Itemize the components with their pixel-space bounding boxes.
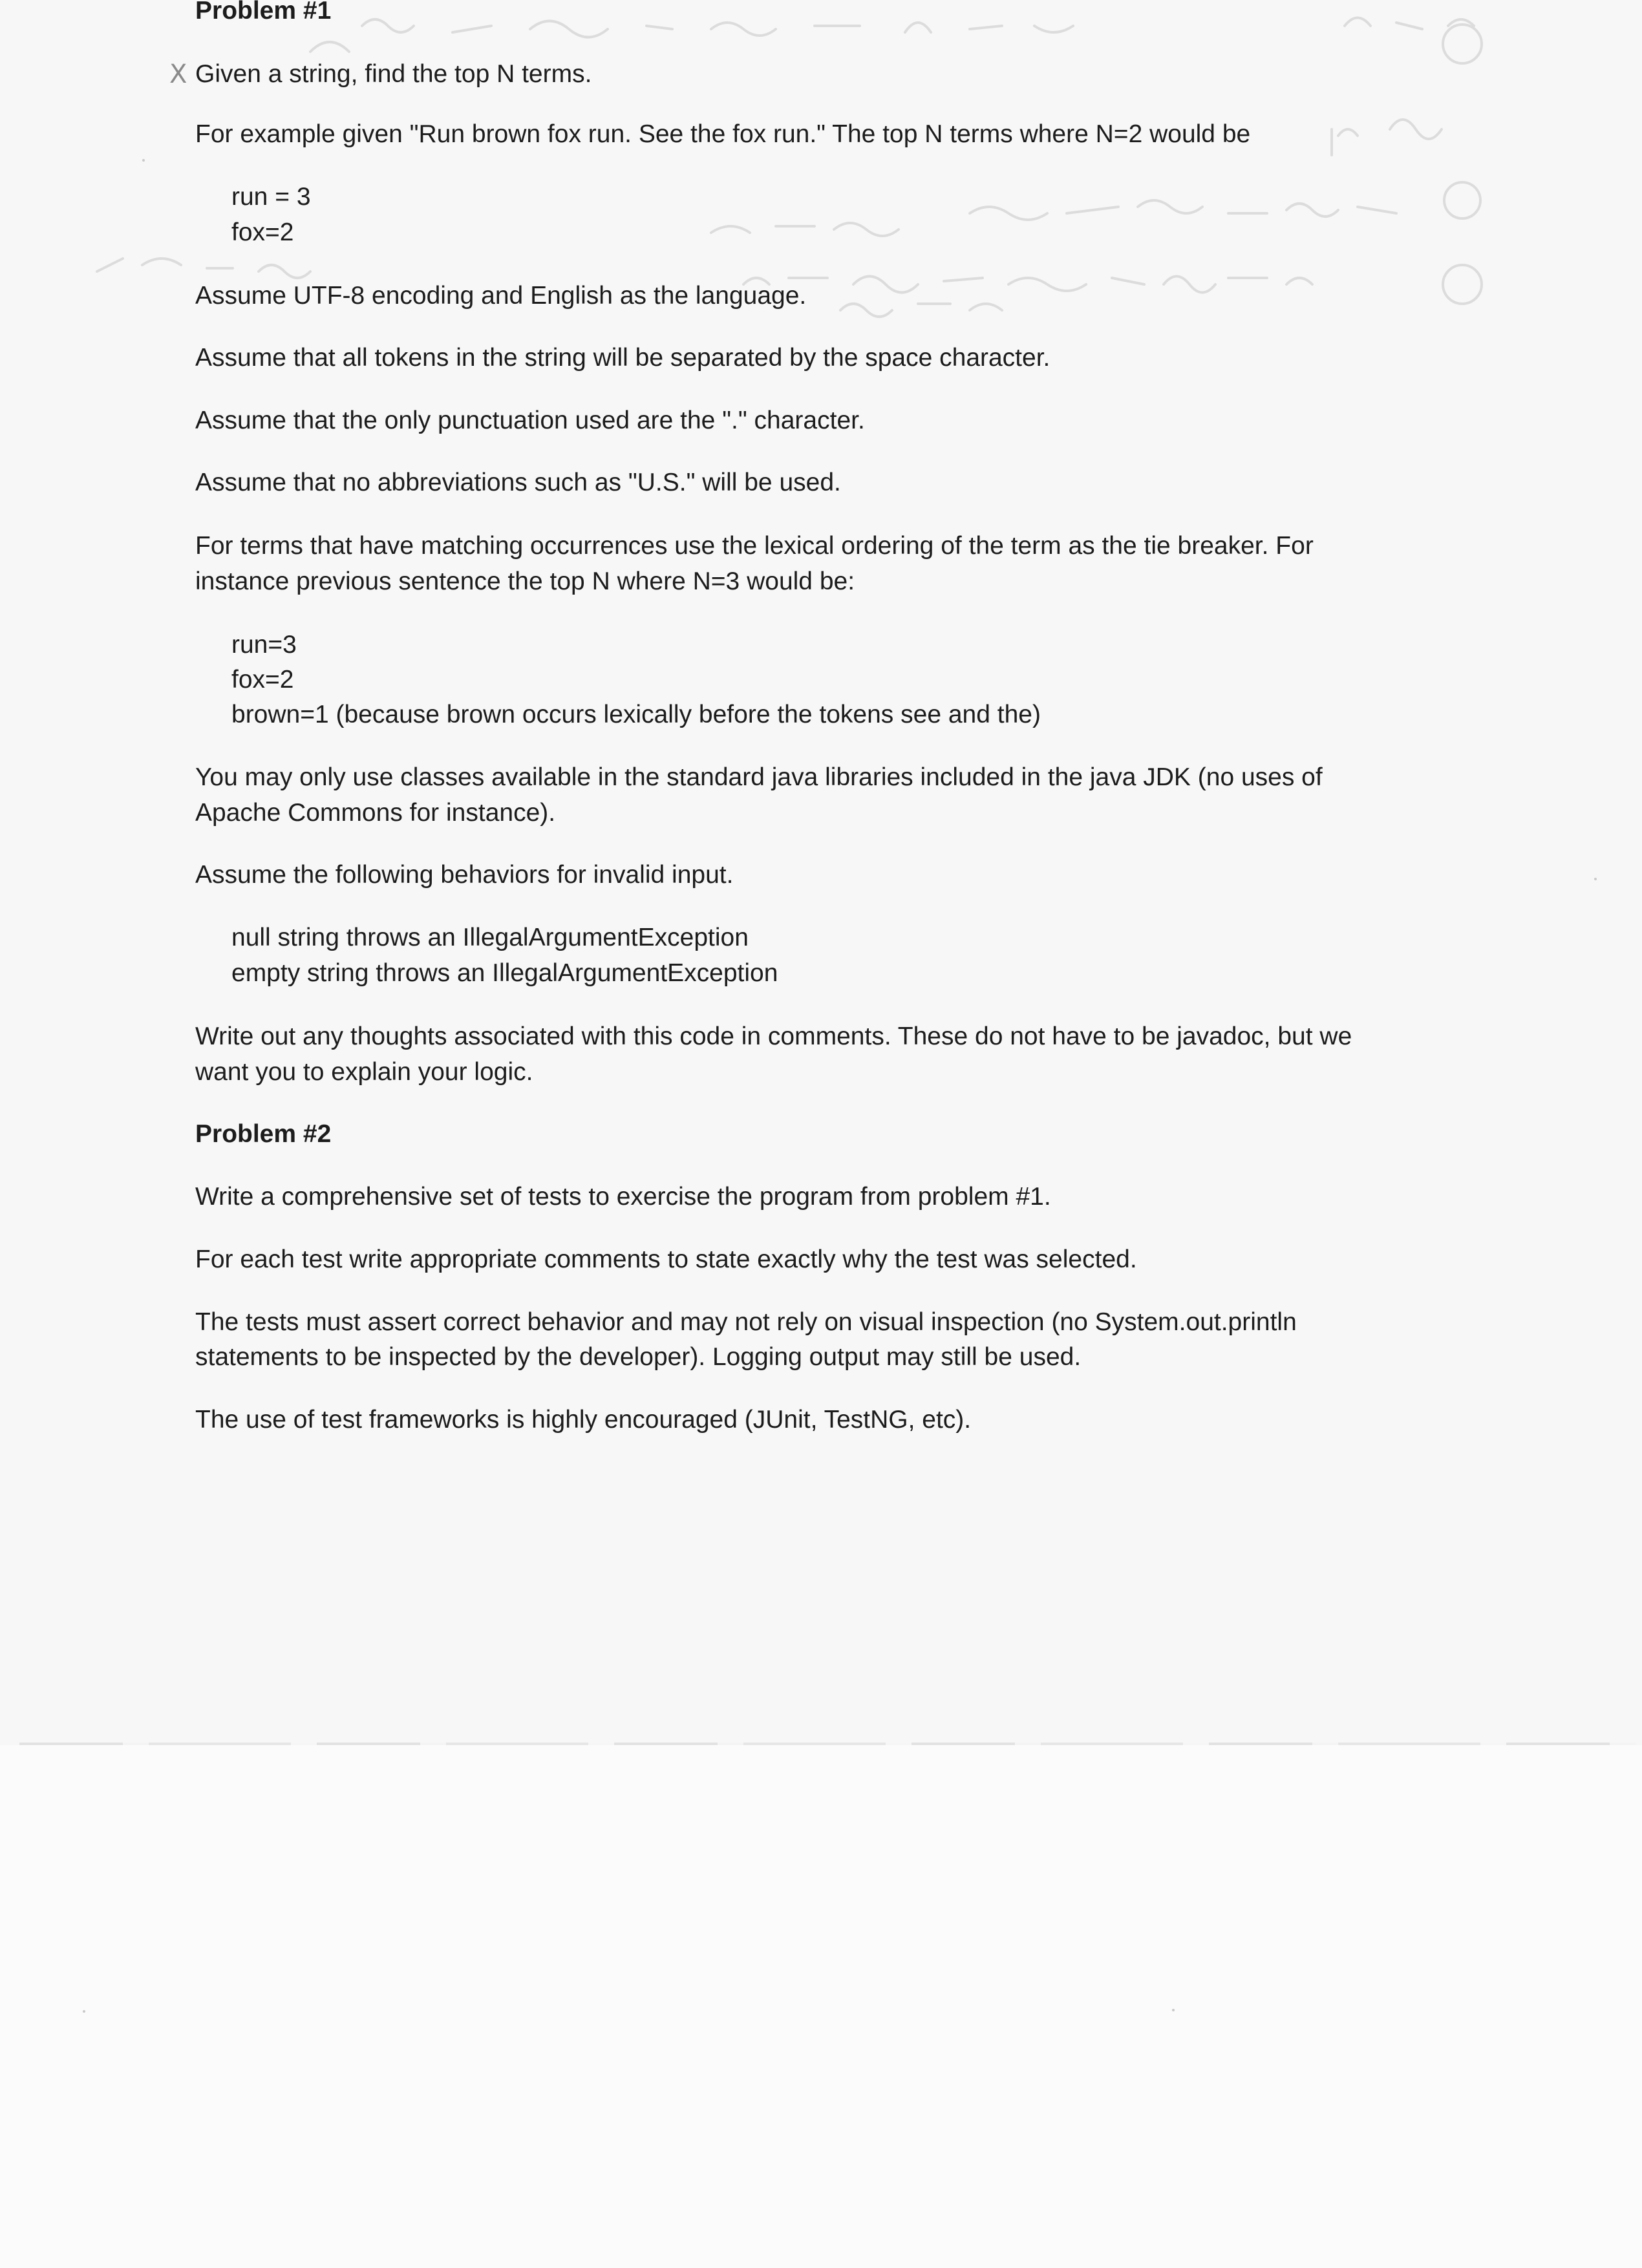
invalid-input-case: null string throws an IllegalArgumentException	[231, 924, 749, 951]
scan-speck	[1172, 2009, 1175, 2011]
invalid-input-case: empty string throws an IllegalArgumentException	[231, 959, 778, 987]
assumption-encoding: Assume UTF-8 encoding and English as the language.	[195, 282, 807, 310]
scan-speck	[1594, 878, 1597, 880]
libraries-text: You may only use classes available in the standard java libraries included in the java JDK (no uses of	[195, 763, 1323, 791]
problem-2-paragraph: Write a comprehensive set of tests to exercise the program from problem #1.	[195, 1183, 1051, 1211]
example-intro: For example given "Run brown fox run. See the fox run." The top N terms where N=2 would be	[195, 120, 1251, 148]
libraries-text: Apache Commons for instance).	[195, 799, 556, 827]
problem-2-paragraph: statements to be inspected by the developer). Logging output may still be used.	[195, 1343, 1082, 1371]
tie-breaker-text: instance previous sentence the top N where N=3 would be:	[195, 567, 855, 595]
invalid-input-intro: Assume the following behaviors for invalid input.	[195, 861, 734, 889]
problem-2-paragraph: The tests must assert correct behavior and may not rely on visual inspection (no System.out.println	[195, 1308, 1297, 1336]
problem-1-intro: Given a string, find the top N terms.	[195, 60, 592, 88]
sheet-edge	[19, 1743, 1636, 1745]
handwritten-check-mark: X	[169, 59, 187, 89]
assumption-punctuation: Assume that the only punctuation used are the "." character.	[195, 407, 865, 434]
tie-breaker-text: For terms that have matching occurrences use the lexical ordering of the term as the tie breaker. For	[195, 532, 1314, 560]
problem-2-paragraph: The use of test frameworks is highly encouraged (JUnit, TestNG, etc).	[195, 1406, 972, 1434]
problem-1-heading: Problem #1	[195, 0, 332, 25]
assumption-tokens: Assume that all tokens in the string will be separated by the space character.	[195, 344, 1050, 372]
example-result: fox=2	[231, 218, 294, 246]
tie-breaker-result: fox=2	[231, 666, 294, 694]
scan-speck	[142, 159, 145, 162]
comments-text: want you to explain your logic.	[195, 1058, 533, 1086]
problem-2-heading: Problem #2	[195, 1120, 332, 1148]
scan-speck	[83, 2010, 85, 2013]
tie-breaker-result: brown=1 (because brown occurs lexically before the tokens see and the)	[231, 701, 1041, 728]
tie-breaker-result: run=3	[231, 631, 297, 659]
problem-2-paragraph: For each test write appropriate comments to state exactly why the test was selected.	[195, 1245, 1137, 1273]
example-result: run = 3	[231, 183, 311, 211]
assumption-abbreviations: Assume that no abbreviations such as "U.S." will be used.	[195, 469, 841, 496]
comments-text: Write out any thoughts associated with this code in comments. These do not have to be javadoc, but we	[195, 1023, 1352, 1050]
